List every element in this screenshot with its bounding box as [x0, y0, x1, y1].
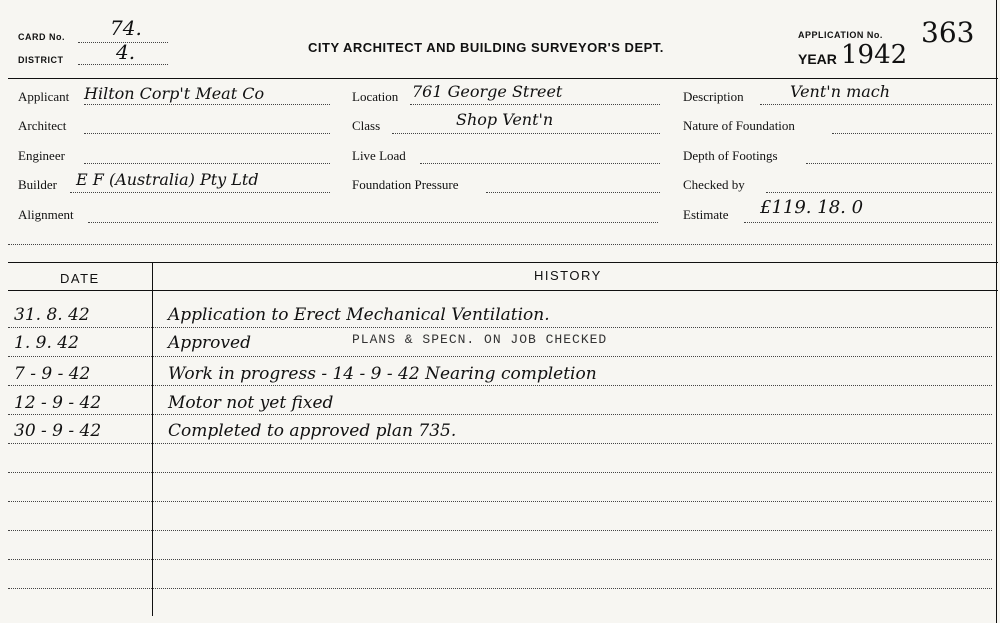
builder-line	[70, 192, 330, 193]
estimate-label: Estimate	[683, 207, 729, 222]
row-date: 31. 8. 42	[14, 305, 90, 325]
row-entry: Application to Erect Mechanical Ventilation.	[168, 305, 550, 325]
applicant-line	[84, 104, 330, 105]
table-row	[0, 421, 1000, 444]
year-value: 1942	[841, 40, 908, 70]
builder-label: Builder	[18, 177, 57, 192]
ruled-line	[8, 472, 992, 473]
foundation-pressure-line	[486, 192, 660, 193]
description-value: Vent'n mach	[790, 82, 891, 101]
row-entry: Completed to approved plan 735.	[168, 421, 457, 441]
depth-of-footings-label: Depth of Footings	[683, 148, 778, 163]
year-label: YEAR	[798, 51, 837, 67]
class-line	[392, 133, 660, 134]
date-column-header: DATE	[60, 271, 100, 286]
location-label: Location	[352, 89, 399, 104]
district-line	[78, 64, 168, 65]
description-label: Description	[683, 89, 744, 104]
row-date: 12 - 9 - 42	[14, 393, 102, 413]
row-date: 1. 9. 42	[14, 333, 79, 353]
alignment-line	[88, 222, 658, 223]
history-column-header: HISTORY	[534, 268, 602, 283]
applicant-label: Applicant	[18, 89, 70, 104]
table-header-border	[8, 290, 998, 291]
location-line	[410, 104, 660, 105]
header-divider	[8, 78, 998, 79]
alignment-label: Alignment	[18, 207, 74, 222]
plans-checked-stamp: PLANS & SPECN. ON JOB CHECKED	[352, 332, 608, 347]
district-value: 4.	[116, 40, 136, 64]
application-no-label: APPLICATION No.	[798, 30, 883, 40]
table-row	[0, 333, 1000, 356]
table-row	[0, 305, 1000, 328]
ruled-line	[8, 588, 992, 589]
nature-of-foundation-label: Nature of Foundation	[683, 118, 795, 133]
checked-by-line	[766, 192, 992, 193]
foundation-pressure-label: Foundation Pressure	[352, 177, 459, 192]
ruled-line	[8, 559, 992, 560]
description-line	[760, 104, 992, 105]
fields-bottom-line	[8, 244, 992, 245]
table-row	[0, 364, 1000, 387]
class-label: Class	[352, 118, 381, 133]
location-value: 761 George Street	[412, 82, 563, 101]
engineer-label: Engineer	[18, 148, 65, 163]
ruled-line	[8, 356, 992, 357]
row-date: 30 - 9 - 42	[14, 421, 102, 441]
table-top-border	[8, 262, 998, 263]
architect-line	[84, 133, 330, 134]
row-entry: Approved	[168, 333, 251, 353]
class-value: Shop Vent'n	[456, 110, 554, 129]
district-label: DISTRICT	[18, 55, 64, 65]
checked-by-label: Checked by	[683, 177, 745, 192]
nature-of-foundation-line	[832, 133, 992, 134]
ruled-line	[8, 530, 992, 531]
architect-label: Architect	[18, 118, 67, 133]
application-no-value: 363	[921, 16, 975, 49]
department-title: CITY ARCHITECT AND BUILDING SURVEYOR'S DEPT.	[308, 40, 664, 55]
depth-of-footings-line	[806, 163, 992, 164]
ruled-line	[8, 501, 992, 502]
live-load-line	[420, 163, 660, 164]
builder-value: E F (Australia) Pty Ltd	[76, 170, 259, 189]
row-entry: Work in progress - 14 - 9 - 42 Nearing completion	[168, 364, 597, 384]
row-entry: Motor not yet fixed	[168, 393, 334, 413]
table-row	[0, 393, 1000, 416]
engineer-line	[84, 163, 330, 164]
live-load-label: Live Load	[352, 148, 406, 163]
card-no-value: 74.	[110, 16, 142, 40]
applicant-value: Hilton Corp't Meat Co	[84, 84, 265, 103]
estimate-line	[744, 222, 992, 223]
estimate-value: £119. 18. 0	[760, 197, 864, 218]
right-edge	[996, 0, 997, 623]
card-no-label: CARD No.	[18, 32, 65, 42]
row-date: 7 - 9 - 42	[14, 364, 91, 384]
